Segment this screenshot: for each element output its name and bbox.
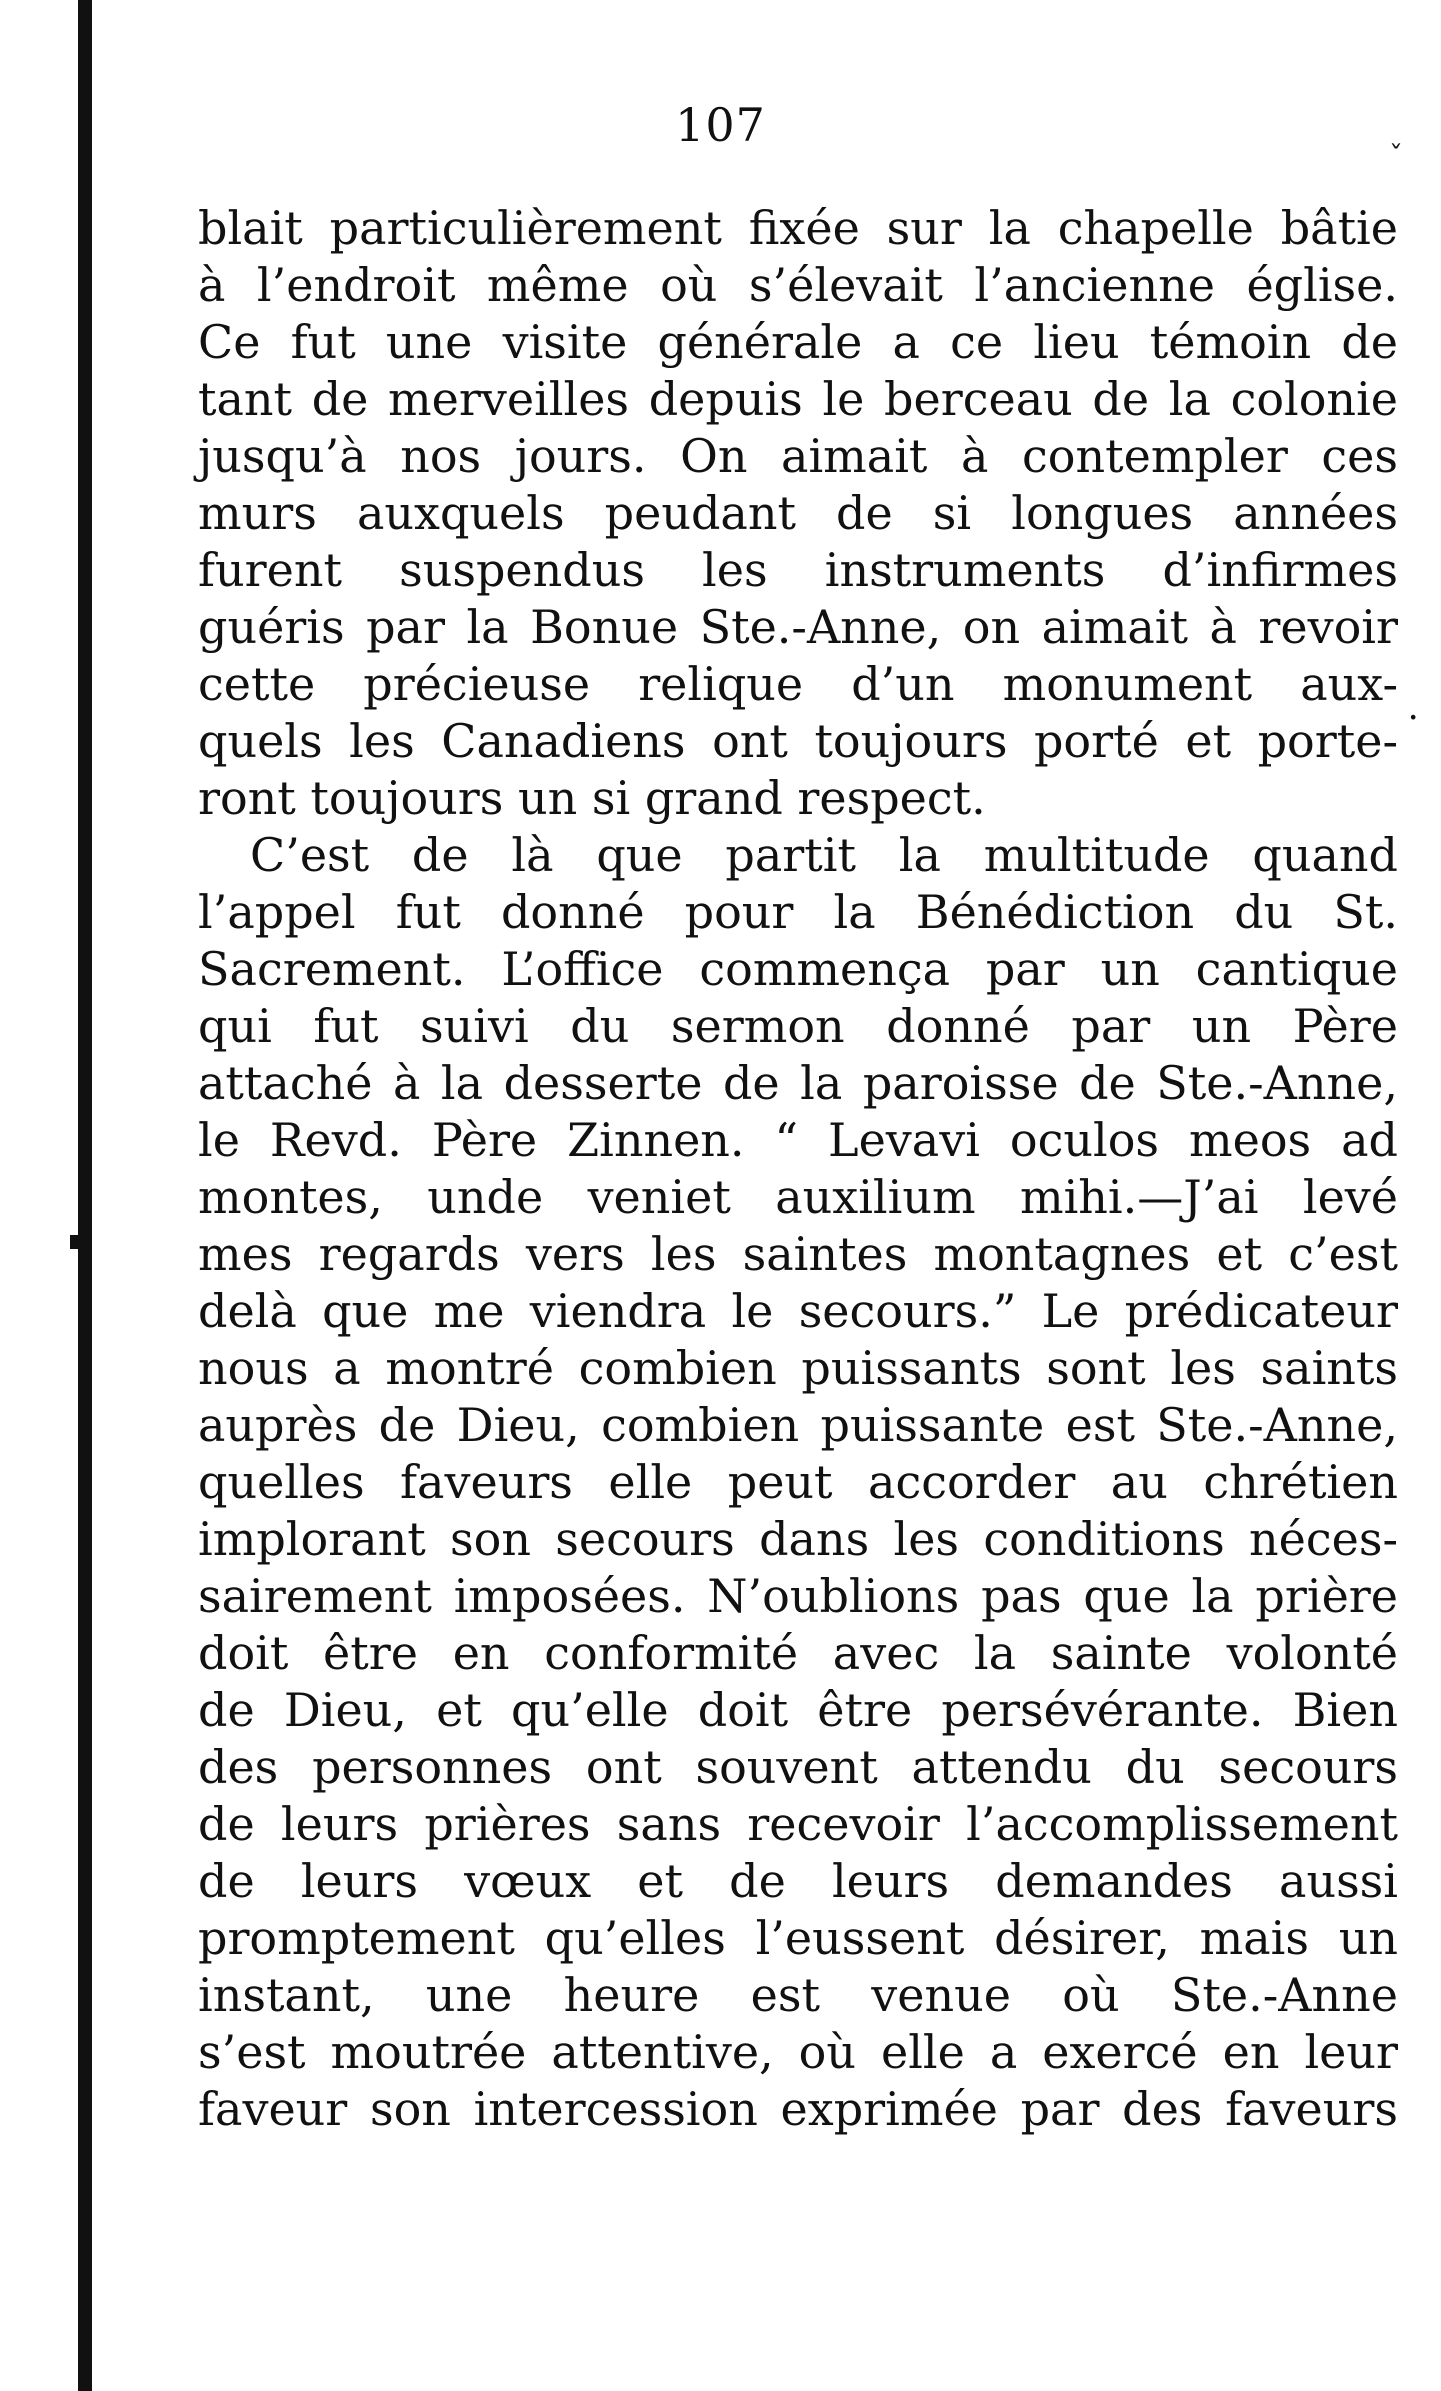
text-line: l’appel fut donné pour la Bénédiction du St. [198, 885, 1398, 939]
text-line: de leurs vœux et de leurs demandes aussi [198, 1854, 1398, 1908]
paragraph-1 [198, 200, 1398, 827]
text-line: murs auxquels peudant de si longues années [198, 486, 1398, 540]
text-line: le Revd. Père Zinnen. “ Levavi oculos meos ad [198, 1113, 1398, 1167]
text-line: Ce fut une visite générale a ce lieu témoin de [198, 315, 1398, 369]
stray-dot: · [1407, 698, 1419, 739]
paragraph-2 [198, 827, 1398, 2138]
text-line: jusqu’à nos jours. On aimait à contempler ces [198, 429, 1398, 483]
page-edge-rule [78, 0, 92, 2391]
text-line: ront toujours un si grand respect. [198, 771, 986, 825]
text-line: s’est moutrée attentive, où elle a exercé en leur [198, 2025, 1398, 2079]
text-line: implorant son secours dans les conditions néces- [198, 1512, 1398, 1566]
text-line: blait particulièrement fixée sur la chapelle bâtie [198, 201, 1398, 255]
text-line: doit être en conformité avec la sainte volonté [198, 1626, 1398, 1680]
text-line: furent suspendus les instruments d’infirmes [198, 543, 1398, 597]
text-line: à l’endroit même où s’élevait l’ancienne église. [198, 258, 1398, 312]
text-line: mes regards vers les saintes montagnes et c’est [198, 1227, 1398, 1281]
text-line: cette précieuse relique d’un monument aux- [198, 657, 1398, 711]
text-line: promptement qu’elles l’eussent désirer, mais un [198, 1911, 1398, 1965]
text-line: de Dieu, et qu’elle doit être persévérante. Bien [198, 1683, 1398, 1737]
page-number: 107 [675, 98, 766, 152]
text-line: quelles faveurs elle peut accorder au chrétien [198, 1455, 1398, 1509]
text-line: C’est de là que partit la multitude quand [250, 828, 1398, 882]
text-line: attaché à la desserte de la paroisse de Ste.-Anne, [198, 1056, 1398, 1110]
text-line: delà que me viendra le secours.” Le prédicateur [198, 1284, 1398, 1338]
text-line: guéris par la Bonue Ste.-Anne, on aimait à revoir [198, 600, 1398, 654]
text-line: montes, unde veniet auxilium mihi.—J’ai levé [198, 1170, 1398, 1224]
text-line: de leurs prières sans recevoir l’accomplissement [198, 1797, 1398, 1851]
text-line: instant, une heure est venue où Ste.-Anne [198, 1968, 1398, 2022]
page-edge-notch [70, 1235, 80, 1249]
text-line: auprès de Dieu, combien puissante est Ste.-Anne, [198, 1398, 1398, 1452]
text-line: sairement imposées. N’oublions pas que la prière [198, 1569, 1398, 1623]
text-line: des personnes ont souvent attendu du secours [198, 1740, 1398, 1794]
body-text [198, 200, 1398, 2138]
text-line: nous a montré combien puissants sont les saints [198, 1341, 1398, 1395]
text-line: faveur son intercession exprimée par des faveurs [198, 2082, 1398, 2136]
text-line: Sacrement. L’office commença par un cantique [198, 942, 1398, 996]
stray-mark: ˇ [1389, 140, 1403, 173]
text-line: quels les Canadiens ont toujours porté et porte- [198, 714, 1398, 768]
text-line: tant de merveilles depuis le berceau de la colonie [198, 372, 1398, 426]
text-line: qui fut suivi du sermon donné par un Père [198, 999, 1398, 1053]
